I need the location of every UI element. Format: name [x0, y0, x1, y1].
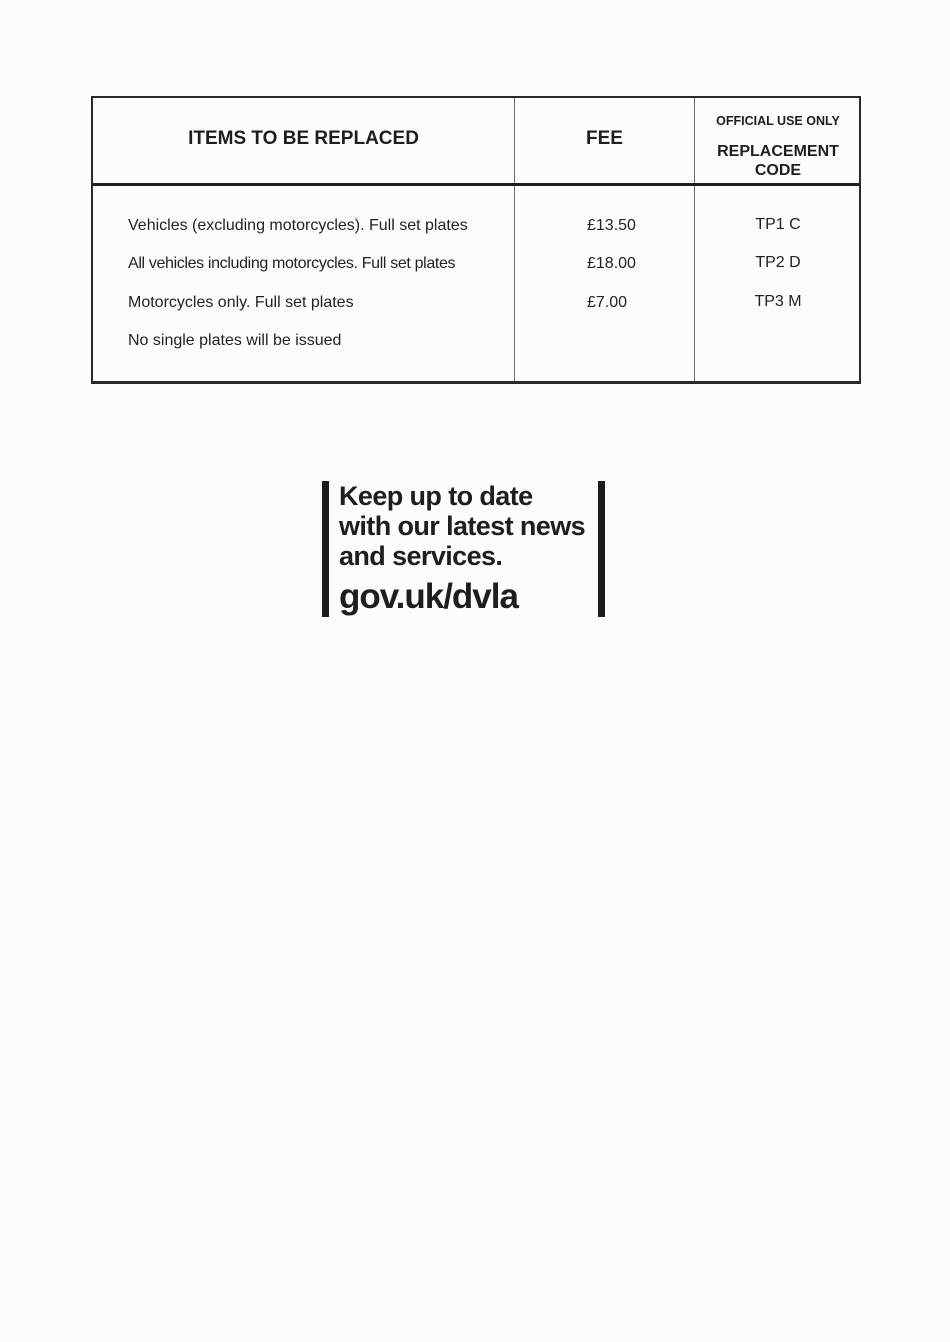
promo-line: with our latest news [339, 511, 586, 541]
item-replacement-code: TP2 D [755, 254, 801, 272]
promo-message [339, 481, 585, 571]
header-replacement-code-line1: REPLACEMENT [717, 143, 839, 160]
table-row [93, 332, 859, 370]
promo-block [322, 481, 606, 617]
header-official-use-only: OFFICIAL USE ONLY [716, 114, 840, 128]
item-description: All vehicles including motorcycles. Full set plates [128, 255, 456, 273]
promo-line: and services. [339, 541, 503, 571]
item-fee: £7.00 [587, 293, 628, 311]
header-rule [93, 183, 859, 186]
item-replacement-code: TP3 M [754, 292, 802, 310]
item-description: Vehicles (excluding motorcycles). Full set plates [128, 217, 468, 234]
item-fee: £13.50 [587, 217, 636, 234]
item-replacement-code: TP1 C [755, 216, 801, 233]
item-fee: £18.00 [587, 255, 636, 273]
table-row [93, 217, 859, 255]
promo-url-link[interactable]: gov.uk/dvla [339, 577, 518, 616]
header-replacement-code [695, 142, 861, 180]
header-items-to-be-replaced: ITEMS TO BE REPLACED [188, 128, 419, 149]
promo-line: Keep up to date [339, 481, 533, 511]
promo-bar-right [598, 481, 605, 617]
table-row [93, 255, 859, 293]
fees-table [91, 96, 861, 384]
header-replacement-code-line2: CODE [754, 162, 802, 179]
item-description: Motorcycles only. Full set plates [128, 293, 354, 311]
item-description: No single plates will be issued [128, 331, 342, 349]
table-body [93, 217, 859, 370]
header-fee: FEE [586, 128, 623, 149]
promo-bar-left [322, 481, 329, 617]
table-row [93, 294, 859, 332]
